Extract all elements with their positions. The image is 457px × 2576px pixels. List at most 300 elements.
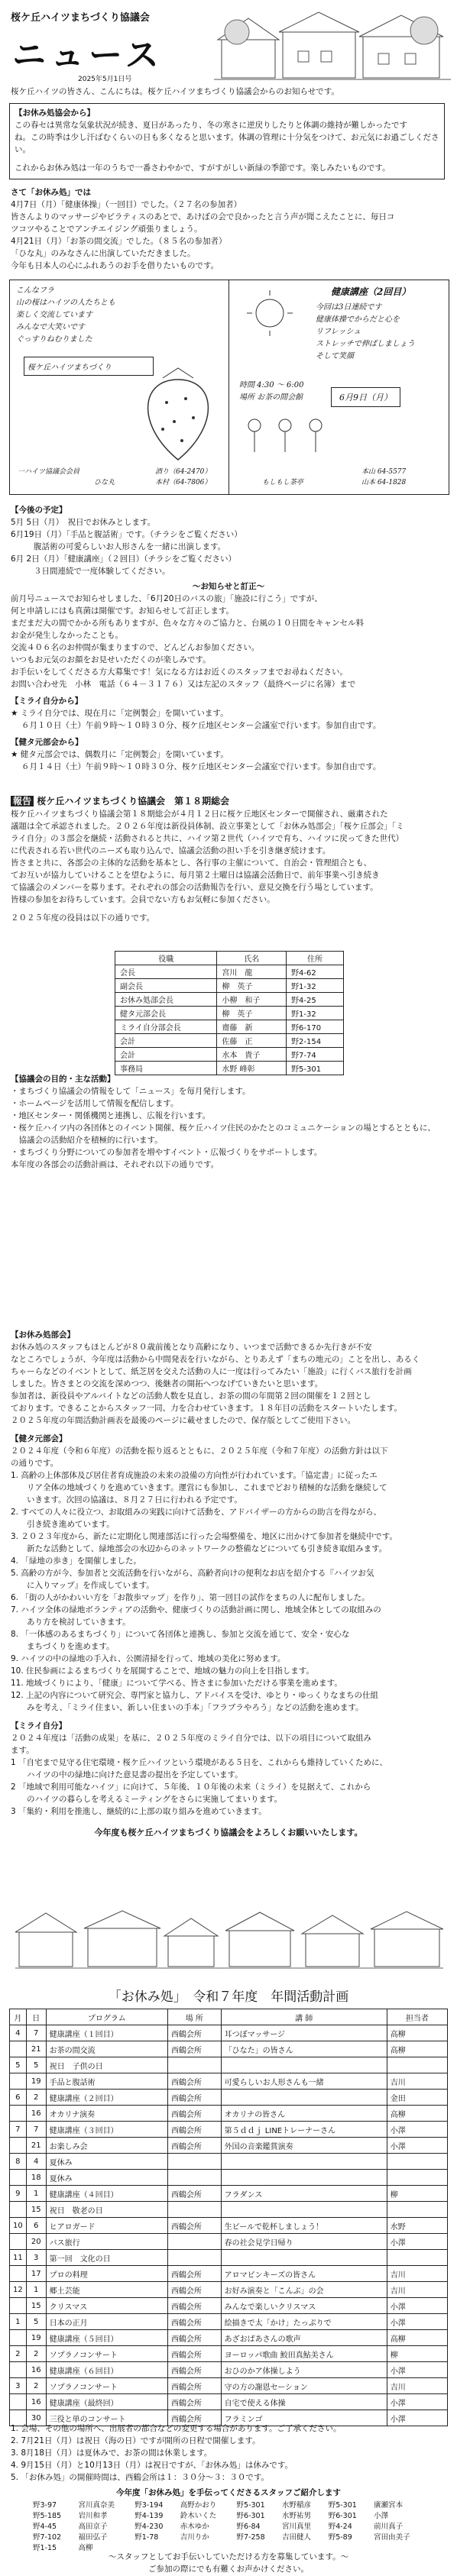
plan-mirai-line: 1 「自宅まで見守る住宅環境・桜ケ丘ハイツという環境がある５日を、これからも維持していくために、	[11, 1758, 388, 1767]
schedule-day: 2	[26, 2090, 46, 2106]
schedule-place	[167, 2234, 221, 2250]
schedule-instructor: あざおばあさんの歌声	[221, 2330, 387, 2346]
officer-role: 副会長	[115, 979, 217, 993]
schedule-program: 祝日 敬老の日	[46, 2202, 167, 2218]
schedule-place: 西鶴会所	[167, 2346, 221, 2362]
schedule-day: 21	[26, 2138, 46, 2154]
schedule-instructor: 守の方の謝恩セーション	[221, 2378, 387, 2394]
schedule-staff: 高柳	[387, 2330, 447, 2346]
plan-break-line: ちゃーらなどのイベントとして、紙芝居を交えた活動の人に一度は行ってみたい「施設」に行くバス旅行を計画	[11, 1367, 412, 1376]
schedule-staff: 柳	[387, 2186, 447, 2202]
upcoming-line: 6月19日（月）「手品と腹話術」です。（チラシをご覧ください）	[11, 530, 242, 539]
staff-address: 野3-97	[33, 2501, 57, 2510]
staff-name: 水野稲彦	[281, 2501, 311, 2510]
plan-fitness-line: 9. ハイツの中の緑地の手入れ、公園清掃を行って、地域の美化に努めます。	[11, 1654, 286, 1663]
schedule-day: 19	[26, 2330, 46, 2346]
table-row	[115, 1020, 344, 1034]
schedule-day: 21	[26, 2041, 46, 2057]
staff-name: 宮川真里	[281, 2523, 311, 2531]
officer-header: 住所	[287, 952, 344, 965]
general-line	[11, 906, 446, 912]
schedule-day: 15	[26, 2202, 46, 2218]
schedule-month	[10, 2330, 27, 2346]
april-line: ツコツやることでアンチエイジング頑張りましょう。	[11, 225, 203, 234]
schedule-program: プロの料理	[46, 2266, 167, 2282]
schedule-instructor: 耳つぼマッサージ	[221, 2025, 387, 2041]
schedule-note: 4. 9月15日（月）と10月13日（月）は祝日ですが、「お休み処」は休みです。	[11, 2461, 293, 2470]
schedule-instructor	[221, 2170, 387, 2186]
schedule-staff: 小澤	[387, 2410, 447, 2426]
schedule-place	[167, 2202, 221, 2218]
schedule-program: バス旅行	[46, 2234, 167, 2250]
schedule-instructor	[221, 2154, 387, 2170]
table-row	[10, 2073, 448, 2090]
plan-fitness-line: みを考え、「ミライ住まい、新しい住まいの手本」「フラブラやろう」などの活動を進めます。	[11, 1703, 364, 1712]
staff-address: 野4-24	[328, 2523, 352, 2531]
left-contact: 酒り（64-2470）	[155, 468, 212, 476]
left-illustration	[16, 285, 222, 346]
schedule-staff	[387, 2202, 447, 2218]
schedule-month	[10, 2362, 27, 2378]
hand-line: 楽しく交流しています	[16, 311, 92, 319]
table-row	[10, 2202, 448, 2218]
table-row	[10, 2298, 448, 2314]
notice-line: 前月号ニュースでお知らせしました、「6月20日のバスの旅」「施設に行こう」ですが、	[11, 594, 322, 603]
table-row	[10, 2154, 448, 2170]
plan-fitness-line: 4. 「緑地の歩き」を開催しました。	[11, 1556, 141, 1566]
staff-address: 野6-84	[236, 2523, 261, 2531]
general-line: 桜ケ丘ハイツまちづくり協議会第１８期総会が４月１２日に桜ケ丘地区センターで開催され、厳粛された	[11, 810, 388, 819]
table-row	[10, 2378, 448, 2394]
general-heading: 桜ケ丘ハイツまちづくり協議会 第１８期総会	[37, 796, 230, 806]
schedule-program: 第一回 文化の日	[46, 2250, 167, 2266]
notice-line: まだまだ大の間でかかる所もありますが、色々な方々のご協力と、台風の１０日間をキャンセル料	[11, 619, 364, 628]
left-contact-2: 本村（64-7806）	[155, 479, 212, 486]
plan-mirai-line: 3 「集約・利用を推進し、継続的に上部の取り組みを進めていきます。	[11, 1807, 267, 1816]
schedule-instructor: 絵描きで太「かけ」たっぷりで	[221, 2314, 387, 2330]
officer-role: 会計	[115, 1034, 217, 1048]
schedule-staff: 吉川	[387, 2266, 447, 2282]
schedule-program: 健康講座（４回目）	[46, 2186, 167, 2202]
fitness-line: ★ 健タ元部会では、偶数月に「定例製会」を開いています。	[11, 750, 228, 759]
table-row	[10, 2186, 448, 2202]
schedule-day: 30	[26, 2410, 46, 2426]
plan-mirai-line: ２０２４年度は「活動の成果」を基に、２０２５年度のミライ自分では、以下の項目について取組み	[11, 1734, 371, 1743]
hand-line: リフレッシュ	[316, 328, 361, 336]
schedule-instructor: みんなで楽しいクリスマス	[221, 2298, 387, 2314]
hand-line: 山の桜はハイツの人たちとも	[16, 299, 115, 307]
schedule-staff: 水野	[387, 2218, 447, 2234]
closing-message: 今年度も桜ケ丘ハイツまちづくり協議会をよろしくお願いいたします。	[94, 1828, 363, 1837]
plan-fitness-line: 7. ハイツ全体の緑地ボランティアの活動や、健康づくりの活動計画に関し、地域全体としての取組みの	[11, 1605, 381, 1614]
right-illustration-title: 健康講座（2回目）	[331, 286, 411, 297]
schedule-place	[167, 2057, 221, 2073]
officer-name: 水野 峰彰	[217, 1062, 287, 1075]
table-row	[10, 2314, 448, 2330]
table-row	[10, 2362, 448, 2378]
schedule-program: お楽しみ会	[46, 2138, 167, 2154]
staff-recruit: ～スタッフとしてお手伝いしていただける方を募集しています。～	[108, 2552, 349, 2561]
mirai-heading: 【ミライ自分から】	[11, 697, 83, 706]
staff-name: 高田京子	[78, 2523, 108, 2531]
strawberry-drawing	[132, 364, 224, 464]
plan-fitness-line: まちづくりを進めます。	[11, 1642, 115, 1651]
schedule-month: 9	[10, 2186, 27, 2202]
plan-fitness-line: いきます。次回の協議は、８月２７日に行われる予定です。	[11, 1495, 242, 1505]
general-line: てお互いが協力していけることを望むように、毎月第２土曜日は協議会活動日で、前年事業へ引き続き	[11, 871, 380, 880]
issue-date: 2025年5月1日号	[78, 76, 132, 83]
schedule-staff	[387, 2250, 447, 2266]
staff-title: 今年度「お休み処」を手伝ってくださるスタッフご紹介します	[116, 2488, 341, 2497]
hand-line: ぐっすりねむりました	[16, 335, 92, 344]
schedule-place: 西鶴会所	[167, 2298, 221, 2314]
officer-header: 氏名	[217, 952, 287, 965]
hand-line: 健康体操でからだと心を	[316, 315, 400, 324]
april-line: 「ひな丸」のみなさんに出演していただきました。	[11, 249, 196, 258]
schedule-day: 5	[26, 2057, 46, 2073]
plan-fitness-heading: 【健タ元部会】	[11, 1434, 67, 1443]
officers-table	[115, 951, 344, 1075]
staff-name: 小澤	[374, 2512, 389, 2520]
upcoming-heading: 【今後の予定】	[11, 506, 67, 515]
schedule-staff: 高柳	[387, 2106, 447, 2122]
table-row	[10, 2090, 448, 2106]
plan-mirai-heading: 【ミライ自分】	[11, 1721, 67, 1731]
plan-summary-line: ・まちづくり分野についての参加者を増やすイベント・広報づくりをサポートします。	[11, 1148, 322, 1157]
schedule-day: 4	[26, 2154, 46, 2170]
table-row	[10, 2330, 448, 2346]
schedule-day: 18	[26, 2170, 46, 2186]
plan-break-line: ております。できることからスタッフ一同、力を合わせていきます。１８年目の活動をスタートいたします。	[11, 1404, 402, 1413]
table-row	[10, 2234, 448, 2250]
schedule-month	[10, 2170, 27, 2186]
plan-summary-line: 本年度の各部会の活動計画は、それぞれ以下の通りです。	[11, 1160, 219, 1169]
general-line: に代表される若い世代のニーズも取り込んで、協議会活動の担い手を引き継ぎ続けます。	[11, 846, 331, 855]
plan-summary-heading: 【協議会の目的・主な活動】	[11, 1075, 115, 1084]
staff-name: 前川真子	[374, 2523, 404, 2531]
schedule-instructor: 自宅で使える体操	[221, 2394, 387, 2410]
schedule-header: プログラム	[46, 2009, 167, 2025]
plan-fitness-line: 6. 「街の人がかわいい方を「お散歩マップ」を作り」、第一回目の試作をまちの人に配布しました。	[11, 1593, 370, 1602]
schedule-staff: 小澤	[387, 2138, 447, 2154]
plan-mirai-line: のハイツの暮らしを考えるミーティングをさらに実施してまいります。	[11, 1795, 283, 1804]
staff-address: 野7-258	[236, 2533, 265, 2542]
plan-fitness-line: 3. ２０２３年度から、新たに定期化し関連部活に行った会場整備を、地区に出かけて参加者を継続中です。	[11, 1532, 398, 1541]
schedule-program: 健康講座（２回目）	[46, 2090, 167, 2106]
plan-mirai-line: 2 「地域で利用可能なハイツ」に向けて、５年後、１０年後の未来（ミライ）を見据えて、これから	[11, 1783, 371, 1792]
schedule-month: 4	[10, 2025, 27, 2041]
plan-fitness-line: 5. 高齢の方が今、参加者と交流活動を行いながら、高齢者向けの便利なお店を紹介する『ハイツお気	[11, 1569, 374, 1578]
officer-name: 宮川 龍	[217, 965, 287, 979]
schedule-table	[9, 2009, 448, 2426]
plan-summary-line: ・ホームページを活用して情報を配信します。	[11, 1099, 179, 1108]
table-row	[10, 2122, 448, 2138]
officer-address: 野2-154	[287, 1034, 344, 1048]
officer-name: 佐藤 正	[217, 1034, 287, 1048]
plan-break-line: ２０２５年度の年間活動計画表を最後のページに載せましたので、保存版としてご使用下さい。	[11, 1416, 356, 1425]
staff-name: 宮川真奈美	[78, 2501, 115, 2510]
plan-fitness-line: 12. 上記の内容について研究会、専門家と協力し、アドバイスを受け、ゆとり・ゆっくりなまちの仕組	[11, 1691, 378, 1700]
right-illustration-lines	[316, 302, 444, 363]
table-row	[115, 965, 344, 979]
schedule-program: 健康講座（６回目）	[46, 2362, 167, 2378]
officer-address: 野1-32	[287, 1007, 344, 1020]
schedule-month	[10, 2234, 27, 2250]
fitness-line: ６月１４日（土）午前９時～１０時３０分、桜ケ丘地区センター会議室で行います。参加自由です。	[21, 762, 381, 771]
staff-address: 野6-301	[328, 2512, 357, 2520]
schedule-month: 8	[10, 2154, 27, 2170]
plan-fitness-line: に入りマップ』を作成しています。	[11, 1581, 154, 1590]
schedule-month: 7	[10, 2122, 27, 2138]
officer-address: 野1-32	[287, 979, 344, 993]
schedule-instructor: おひのかア体操しよう	[221, 2362, 387, 2378]
schedule-staff: 吉川	[387, 2282, 447, 2298]
plan-break-line: なところでしょうが、今年度は活動から中間発表を行いながら、とりあえず「まちの地元の」ことを出し、あるく	[11, 1355, 420, 1364]
officer-address: 野4-25	[287, 993, 344, 1007]
schedule-program: ソプラノコンサート	[46, 2378, 167, 2394]
report-badge: 報告	[11, 796, 34, 806]
mirai-line: ６月１０日（土）午前９時～１０時３０分、桜ケ丘地区センター会議室で行います。参加自由です。	[21, 721, 381, 730]
table-row	[10, 2138, 448, 2154]
plan-fitness-line: 2. すべての人々に役立つ、お取組みの実践に向けて活動を、アドバイザーの方からの助言を得ながら、	[11, 1508, 382, 1517]
schedule-month	[10, 2073, 27, 2090]
table-row	[10, 2057, 448, 2073]
schedule-place: 西鶴会所	[167, 2266, 221, 2282]
break-section-heading: 【お休み処協会から】	[15, 108, 95, 118]
plan-summary-line: ・桜ケ丘ハイツ内の各団体とのイベント開催、桜ケ丘ハイツ住民のかたとのコミュニケーションの場とするとともに、	[11, 1123, 436, 1133]
right-details	[239, 380, 303, 404]
plan-fitness-line: ２０２４年度（令和６年度）の活動を振り返るとともに、２０２５年度（令和７年度）の活動方針は以下	[11, 1446, 388, 1456]
staff-name: 高野かおり	[180, 2501, 217, 2510]
schedule-month: 10	[10, 2218, 27, 2234]
schedule-program: 祝日 子供の日	[46, 2057, 167, 2073]
schedule-program: 健康講座（５回目）	[46, 2330, 167, 2346]
officer-role: ミライ自分部会長	[115, 1020, 217, 1034]
schedule-place: 西鶴会所	[167, 2282, 221, 2298]
general-line: ライ自分」の３部会を継続・活動されると共に、ハイツ第２世代（ハイツで育ち、ハイツに戻ってきた世代）	[11, 834, 404, 843]
april-line: 今年も日本人の心にふれあうのお手を借りたいものです。	[11, 261, 219, 270]
schedule-place: 西鶴会所	[167, 2186, 221, 2202]
officer-name: 小柳 和子	[217, 993, 287, 1007]
general-line: て協議会のメンバーを募ります。それぞれの部会の活動報告を行い、意見交換を行う場としています。	[11, 883, 378, 892]
schedule-month: 3	[10, 2378, 27, 2394]
schedule-staff: 柳	[387, 2346, 447, 2362]
break-line: この春セは異常な気象状況が続き、夏日があったり、冬の寒さに逆戻りしたりと体調の維持が難しかったです	[15, 121, 407, 130]
people-drawing	[239, 410, 339, 464]
plan-summary-line: ・地区センター・関係機関と連携し、広報を行います。	[11, 1111, 211, 1120]
staff-name: 福田弘子	[78, 2533, 108, 2542]
staff-name: 水野祐男	[281, 2512, 311, 2520]
header	[8, 9, 449, 83]
schedule-program: 郷土芸能	[46, 2282, 167, 2298]
officer-name: 齋藤 新	[217, 1020, 287, 1034]
staff-name: 鈴木いくた	[180, 2512, 217, 2520]
plan-fitness-line: 引き続き進めています。	[11, 1520, 115, 1529]
schedule-month	[10, 2106, 27, 2122]
schedule-instructor	[221, 2090, 387, 2106]
schedule-program: クリスマス	[46, 2298, 167, 2314]
schedule-place: 西鶴会所	[167, 2122, 221, 2138]
plan-fitness-line: 8. 「一体感のあるまちづくり」について各団体と連携し、参加と交流を通じて、安全・安心な	[11, 1630, 350, 1639]
table-row	[10, 2394, 448, 2410]
schedule-instructor: 「ひなた」の皆さん	[221, 2041, 387, 2057]
schedule-month	[10, 2202, 27, 2218]
officer-address: 野4-62	[287, 965, 344, 979]
schedule-place: 西鶴会所	[167, 2378, 221, 2394]
schedule-staff: 高柳	[387, 2025, 447, 2041]
schedule-program: 健康講座（最終回）	[46, 2394, 167, 2410]
table-row	[10, 2025, 448, 2041]
table-row	[115, 979, 344, 993]
schedule-program: 夏休み	[46, 2154, 167, 2170]
right-contact-2: 山本 64-1828	[361, 479, 407, 486]
schedule-instructor	[221, 2202, 387, 2218]
schedule-staff: 吉川	[387, 2378, 447, 2394]
schedule-month	[10, 2041, 27, 2057]
officer-header: 役職	[115, 952, 217, 965]
plan-mirai-line: ます。	[11, 1746, 34, 1755]
schedule-program: お茶の間交流	[46, 2041, 167, 2057]
schedule-program: 夏休み	[46, 2170, 167, 2186]
schedule-day: 17	[26, 2266, 46, 2282]
officer-role: 会長	[115, 965, 217, 979]
staff-address: 野3-194	[135, 2501, 164, 2510]
plan-fitness-line: の通りです。	[11, 1459, 59, 1468]
schedule-month	[10, 2394, 27, 2410]
break-section-box	[9, 103, 445, 179]
schedule-month: 6	[10, 2090, 27, 2106]
staff-name: 岩川和孝	[78, 2512, 108, 2520]
schedule-instructor: 可愛らしいお人形さんも一緒	[221, 2073, 387, 2090]
staff-recruit-2: ご参加の際にでも有難くお声かけください。	[148, 2565, 309, 2574]
notice-title: ～お知らせと訂正～	[192, 582, 265, 591]
plan-fitness-line: 11. 地域づくりにより、「健康」について学べる、皆さまに参加いただける事業を進めます。	[11, 1679, 342, 1688]
schedule-header: 場 所	[167, 2009, 221, 2025]
org-name: 桜ケ丘ハイツまちづくり協議会	[11, 12, 150, 24]
plan-break-line: 参加者は、新役員やアルバイトなどの活動人数を見直し、お茶の間の年間第２回の開催を１２回とし	[11, 1391, 371, 1401]
schedule-day: 20	[26, 2234, 46, 2250]
hand-line: ストレッチで伸ばしましょう	[316, 340, 415, 348]
staff-name: 高柳	[78, 2544, 93, 2552]
staff-address: 野6-301	[236, 2512, 265, 2520]
left-footer: 一ハイツ協議会会員	[18, 468, 80, 476]
staff-address: 野4-45	[33, 2523, 57, 2531]
schedule-title: 「お休み処」 令和７年度 年間活動計画	[108, 1989, 349, 2005]
right-contact: 本山 64-5577	[361, 468, 407, 476]
schedule-instructor: フラミンゴ	[221, 2410, 387, 2426]
hand-line: そして笑顔	[316, 352, 354, 360]
schedule-instructor: ヨーロッパ歌曲 鮫田真鮎美さん	[221, 2346, 387, 2362]
table-row	[10, 2282, 448, 2298]
table-row	[10, 2170, 448, 2186]
schedule-day: 7	[26, 2122, 46, 2138]
houses-illustration	[214, 9, 451, 82]
table-row	[10, 2250, 448, 2266]
schedule-staff: 小澤	[387, 2394, 447, 2410]
schedule-header: 日	[26, 2009, 46, 2025]
schedule-instructor: フラダンス	[221, 2186, 387, 2202]
staff-row	[31, 2531, 428, 2542]
schedule-staff: 小澤	[387, 2314, 447, 2330]
schedule-day: 16	[26, 2106, 46, 2122]
april-heading: さて「お休み処」では	[11, 188, 91, 197]
staff-name: 赤木ゆか	[180, 2523, 209, 2531]
schedule-place	[167, 2250, 221, 2266]
schedule-place	[167, 2154, 221, 2170]
panel-divider	[228, 280, 229, 494]
staff-name: 廣瀬宮本	[374, 2501, 404, 2510]
schedule-place: 西鶴会所	[167, 2073, 221, 2090]
schedule-instructor: お好み演奏と「こんぶ」の会	[221, 2282, 387, 2298]
schedule-program: 健康講座（３回目）	[46, 2122, 167, 2138]
schedule-month: 12	[10, 2282, 27, 2298]
schedule-month	[10, 2298, 27, 2314]
officer-name: 柳 英子	[217, 1007, 287, 1020]
hand-line: みんなで大笑いです	[16, 323, 85, 331]
left-illustration-title: 桜ケ丘ハイツまちづくり	[24, 357, 154, 376]
break-line: これからお休み処は一年のうちで一番さわやかで、すがすがしい新緑の季節です。楽しみたいものです。	[15, 163, 391, 173]
april-line: 4月7日（月）「健康体操」（一回目）でした。（２７名の参加者）	[11, 200, 242, 209]
plan-fitness-line: 1. 高齢の上体部体及び居住者育成施設の未来の設備の方向性が行われています。「協定書」に従ったエ	[11, 1471, 378, 1480]
schedule-staff: 小澤	[387, 2298, 447, 2314]
notice-line: いつもお元気のお顔をお見せいただくのが楽しみです。	[11, 655, 211, 664]
schedule-program: 日本の正月	[46, 2314, 167, 2330]
illustration-panel	[9, 280, 449, 495]
plan-fitness-line: 新たな活動として、緑地部会の水辺からのネットワークの整備などについても引き続き取組みます。	[11, 1544, 387, 1553]
schedule-month: 5	[10, 2057, 27, 2073]
schedule-place: 西鶴会所	[167, 2138, 221, 2154]
plan-summary-line: ・まちづくり協議会の情報をして「ニュース」を毎月発行します。	[11, 1087, 251, 1096]
sun-drawing	[239, 286, 316, 340]
upcoming-line: 腹話術の可愛らしいお人形さんを一緒に出演します。	[34, 542, 226, 551]
schedule-program: 三役と単のコンサート	[46, 2410, 167, 2426]
schedule-day: 16	[26, 2394, 46, 2410]
schedule-note: 1. 会場、その他の場所へ、出展者の都合などの変更する場合があります。ご了承ください。	[11, 2424, 342, 2433]
break-line: ね。この時季は少し汗ばむくらいの日も多くなると思います。体調の管理に十分気をつけて、お元気にお過ごしください。	[15, 133, 439, 154]
officer-role: 会計	[115, 1048, 217, 1062]
schedule-day: 16	[26, 2362, 46, 2378]
notice-line: 交流４０６名のお仲間が集まりますので、どんどんお参加ください。	[11, 643, 260, 652]
table-row	[10, 2346, 448, 2362]
schedule-month	[10, 2266, 27, 2282]
table-row	[10, 2106, 448, 2122]
staff-name: 吉田健人	[281, 2533, 311, 2542]
notice-line: お問い合わせ先 小林 電話（６４－３１７６）又は左記のスタッフ（最終ページに名簿）まで	[11, 680, 356, 689]
staff-address: 野1-15	[33, 2544, 57, 2552]
schedule-day: 7	[26, 2025, 46, 2041]
april-section	[11, 186, 446, 272]
schedule-staff: 金田	[387, 2090, 447, 2106]
schedule-notes	[11, 2422, 446, 2484]
schedule-note: 2. 7月21日（月）は祝日（海の日）ですが開所の日程で開催します。	[11, 2436, 261, 2445]
right-sign: もしもし茶亭	[262, 479, 304, 486]
schedule-staff	[387, 2170, 447, 2186]
table-row	[115, 1048, 344, 1062]
plan-fitness-line: あり方を検討していきます。	[11, 1618, 131, 1627]
schedule-month: 1	[10, 2314, 27, 2330]
schedule-note: 3. 8月18日（月）は夏休みで、お茶の間は休業します。	[11, 2448, 212, 2458]
schedule-header: 月	[10, 2009, 27, 2025]
table-row	[115, 1034, 344, 1048]
staff-address: 野7-102	[33, 2533, 62, 2542]
schedule-instructor	[221, 2250, 387, 2266]
staff-address: 野5-301	[236, 2501, 265, 2510]
schedule-day: 5	[26, 2314, 46, 2330]
staff-row	[31, 2510, 428, 2520]
plan-summary-line: 協議会の活動紹介を積極的に行います。	[11, 1136, 163, 1145]
schedule-place: 西鶴会所	[167, 2090, 221, 2106]
notice-line: 何と申請しにはも真菌は開催です。お知らせして訂正します。	[11, 606, 235, 616]
